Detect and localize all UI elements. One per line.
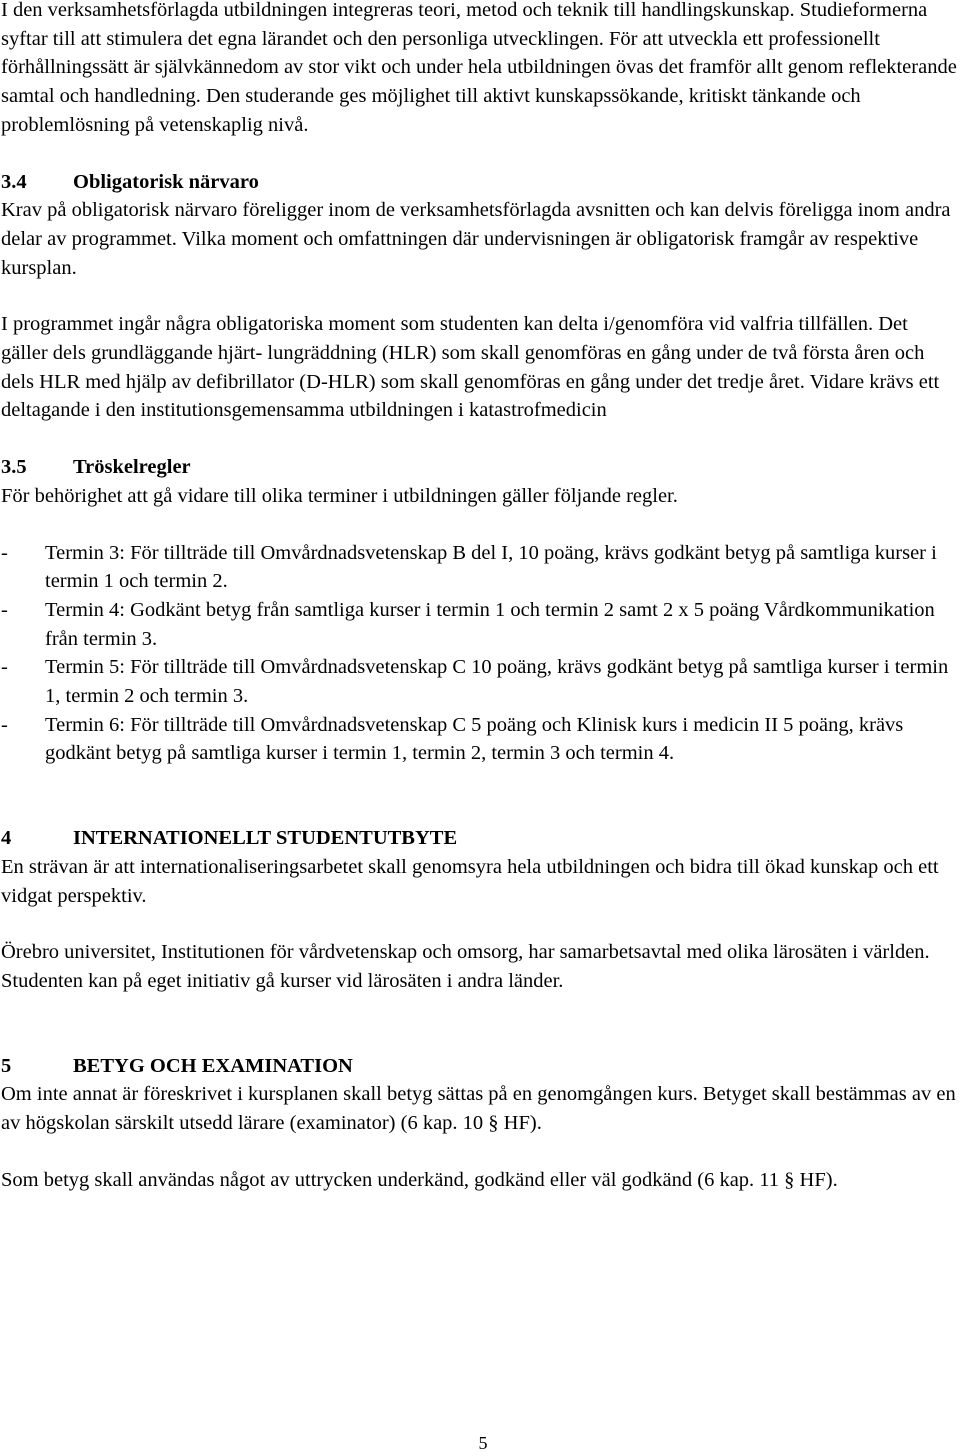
rule-text: Termin 5: För tillträde till Omvårdnadsvetenskap C 10 poäng, krävs godkänt betyg på samtliga kurser i termin 1, termin 2 och termin 3. <box>45 656 949 708</box>
list-item <box>1 596 959 653</box>
section-number: 4 <box>1 827 12 850</box>
list-item <box>1 711 959 768</box>
section-3-4-heading <box>1 168 959 197</box>
spacer <box>1 282 959 310</box>
section-3-5-paragraph: För behörighet att gå vidare till olika terminer i utbildningen gäller följande regler. <box>1 484 678 507</box>
spacer <box>1 910 959 938</box>
list-item <box>1 653 959 710</box>
section-5-heading <box>1 1052 959 1081</box>
spacer <box>1 768 959 824</box>
list-dash: - <box>1 541 8 564</box>
section-4-paragraph-1: En strävan är att internationaliseringsarbetet skall genomsyra hela utbildningen och bidra till ökad kunskap och ett vidgat perspektiv. <box>1 855 939 907</box>
section-3-5-heading <box>1 453 959 482</box>
section-number: 3.5 <box>1 456 27 479</box>
section-title: INTERNATIONELLT STUDENTUTBYTE <box>73 827 458 850</box>
page-number: 5 <box>478 1433 488 1453</box>
section-number: 3.4 <box>1 170 27 193</box>
rule-text: Termin 4: Godkänt betyg från samtliga kurser i termin 1 och termin 2 samt 2 x 5 poäng Vårdkommunikation från termin 3. <box>45 598 935 650</box>
rule-text: Termin 6: För tillträde till Omvårdnadsvetenskap C 5 poäng och Klinisk kurs i medicin II 5 poäng, krävs godkänt betyg på samtliga kurser i termin 1, termin 2, termin 3 och termin 4. <box>45 713 904 765</box>
list-dash: - <box>1 656 8 679</box>
list-dash: - <box>1 713 8 736</box>
spacer <box>1 1138 959 1166</box>
spacer <box>1 140 959 168</box>
section-4-heading <box>1 824 959 853</box>
section-3-4-paragraph-1: Krav på obligatorisk närvaro föreligger inom de verksamhetsförlagda avsnitten och kan delvis föreligga inom andra delar av programmet. Vilka moment och omfattningen där undervisningen är obligatorisk framgår av respektive kursplan. <box>1 199 951 279</box>
section-3-4-paragraph-2: I programmet ingår några obligatoriska moment som studenten kan delta i/genomföra vid valfria tillfällen. Det gäller dels grundläggande hjärt- lungräddning (HLR) som skall genomföras en gång under de två första åren och dels HLR med hjälp av defibrillator (D-HLR) som skall genomföras en gång under det tredje året. Vidare krävs ett deltagande i den institutionsgemensamma utbildningen i katastrofmedicin <box>1 313 940 422</box>
section-title: Tröskelregler <box>73 456 191 479</box>
spacer <box>1 511 959 539</box>
section-title: BETYG OCH EXAMINATION <box>73 1054 353 1077</box>
rule-text: Termin 3: För tillträde till Omvårdnadsvetenskap B del I, 10 poäng, krävs godkänt betyg på samtliga kurser i termin 1 och termin 2. <box>45 541 937 593</box>
spacer <box>1 425 959 453</box>
section-5-paragraph-2: Som betyg skall användas något av uttrycken underkänd, godkänd eller väl godkänd (6 kap. 11 § HF). <box>1 1168 838 1191</box>
section-5-paragraph-1: Om inte annat är föreskrivet i kursplanen skall betyg sättas på en genomgången kurs. Betyget skall bestämmas av en av högskolan särskilt utsedd lärare (examinator) (6 kap. 10 § HF). <box>1 1083 956 1135</box>
section-number: 5 <box>1 1054 12 1077</box>
intro-paragraph: I den verksamhetsförlagda utbildningen integreras teori, metod och teknik till handlingskunskap. Studieformerna syftar till att stimulera det egna lärandet och den personliga utvecklingen. För att utveckla ett professionellt förhållningssätt är självkännedom av stor vikt och under hela utbildningen övas det framför allt genom reflekterande samtal och handledning. Den studerande ges möjlighet till aktivt kunskapssökande, kritiskt tänkande och problemlösning på vetenskaplig nivå. <box>1 0 957 136</box>
section-title: Obligatorisk närvaro <box>73 170 259 193</box>
list-dash: - <box>1 598 8 621</box>
spacer <box>1 996 959 1052</box>
threshold-rules-list <box>1 539 959 769</box>
list-item <box>1 539 959 596</box>
section-4-paragraph-2: Örebro universitet, Institutionen för vårdvetenskap och omsorg, har samarbetsavtal med olika lärosäten i världen. Studenten kan på eget initiativ gå kurser vid lärosäten i andra länder. <box>1 941 930 992</box>
